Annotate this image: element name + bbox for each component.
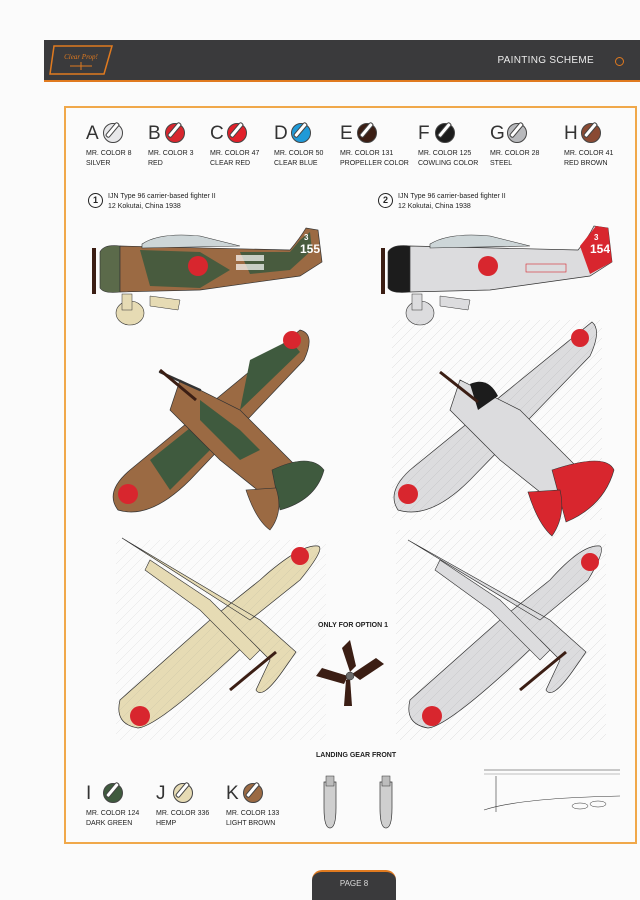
option-number: 2	[378, 193, 393, 208]
option-title: IJN Type 96 carrier-based fighter II	[108, 193, 216, 200]
swatch-code: MR. COLOR 133	[226, 810, 280, 817]
swatch-code: MR. COLOR 131	[340, 150, 394, 157]
swatch-name: CLEAR BLUE	[274, 160, 318, 167]
swatch-code: MR. COLOR 8	[86, 150, 132, 157]
propeller-option-1	[316, 640, 384, 706]
side-view-option-2	[381, 226, 612, 325]
swatch-letter: F	[418, 123, 430, 144]
bottom-view-option-2	[396, 530, 606, 740]
swatch-letter: D	[274, 123, 288, 144]
swatch-code: MR. COLOR 124	[86, 810, 140, 817]
tail-code: 155	[300, 242, 321, 256]
swatch-code: MR. COLOR 3	[148, 150, 194, 157]
tail-code: 154	[590, 242, 611, 256]
swatch-letter: B	[148, 123, 161, 144]
paint-pot-icon	[173, 783, 193, 803]
option-number: 1	[88, 193, 103, 208]
top-view-option-2	[392, 320, 614, 536]
swatch-code: MR. COLOR 47	[210, 150, 260, 157]
swatch-letter: J	[156, 783, 166, 804]
option-title: IJN Type 96 carrier-based fighter II	[398, 193, 506, 200]
swatch-name: SILVER	[86, 160, 111, 167]
swatch-code: MR. COLOR 50	[274, 150, 324, 157]
propeller-caption: ONLY FOR OPTION 1	[318, 622, 389, 629]
paint-pot-icon	[243, 783, 263, 803]
swatch-code: MR. COLOR 125	[418, 150, 472, 157]
swatch-name: CLEAR RED	[210, 160, 251, 167]
svg-text:Clear Prop!: Clear Prop!	[64, 53, 98, 61]
tail-prefix: 3	[594, 233, 599, 242]
swatch-code: MR. COLOR 336	[156, 810, 210, 817]
swatch-name: DARK GREEN	[86, 820, 133, 827]
swatch-letter: I	[86, 783, 92, 804]
page-number: PAGE 8	[339, 879, 369, 888]
option-unit: 12 Kokutai, China 1938	[398, 203, 471, 210]
swatch-code: MR. COLOR 28	[490, 150, 540, 157]
swatch-name: RED BROWN	[564, 160, 608, 167]
top-view-option-1	[113, 330, 324, 530]
swatch-letter: C	[210, 123, 224, 144]
swatch-code: MR. COLOR 41	[564, 150, 614, 157]
landing-gear-caption: LANDING GEAR FRONT	[316, 752, 397, 759]
landing-gear-front	[324, 776, 392, 828]
swatch-letter: E	[340, 123, 353, 144]
side-view-option-1	[92, 228, 322, 325]
swatch-name: PROPELLER COLOR	[340, 160, 409, 167]
swatch-letter: H	[564, 123, 578, 144]
swatch-name: COWLING COLOR	[418, 160, 479, 167]
bottom-view-option-1	[116, 538, 326, 740]
tail-prefix: 3	[304, 233, 309, 242]
option-unit: 12 Kokutai, China 1938	[108, 203, 181, 210]
page-title: PAINTING SCHEME	[497, 55, 594, 66]
paint-pot-icon	[103, 783, 123, 803]
swatch-name: HEMP	[156, 820, 177, 827]
swatch-letter: A	[86, 123, 99, 144]
swatch-name: RED	[148, 160, 163, 167]
swatch-letter: K	[226, 783, 239, 804]
swatch-name: LIGHT BROWN	[226, 820, 276, 827]
swatch-letter: G	[490, 123, 505, 144]
detail-sketch	[484, 770, 620, 812]
swatch-name: STEEL	[490, 160, 513, 167]
